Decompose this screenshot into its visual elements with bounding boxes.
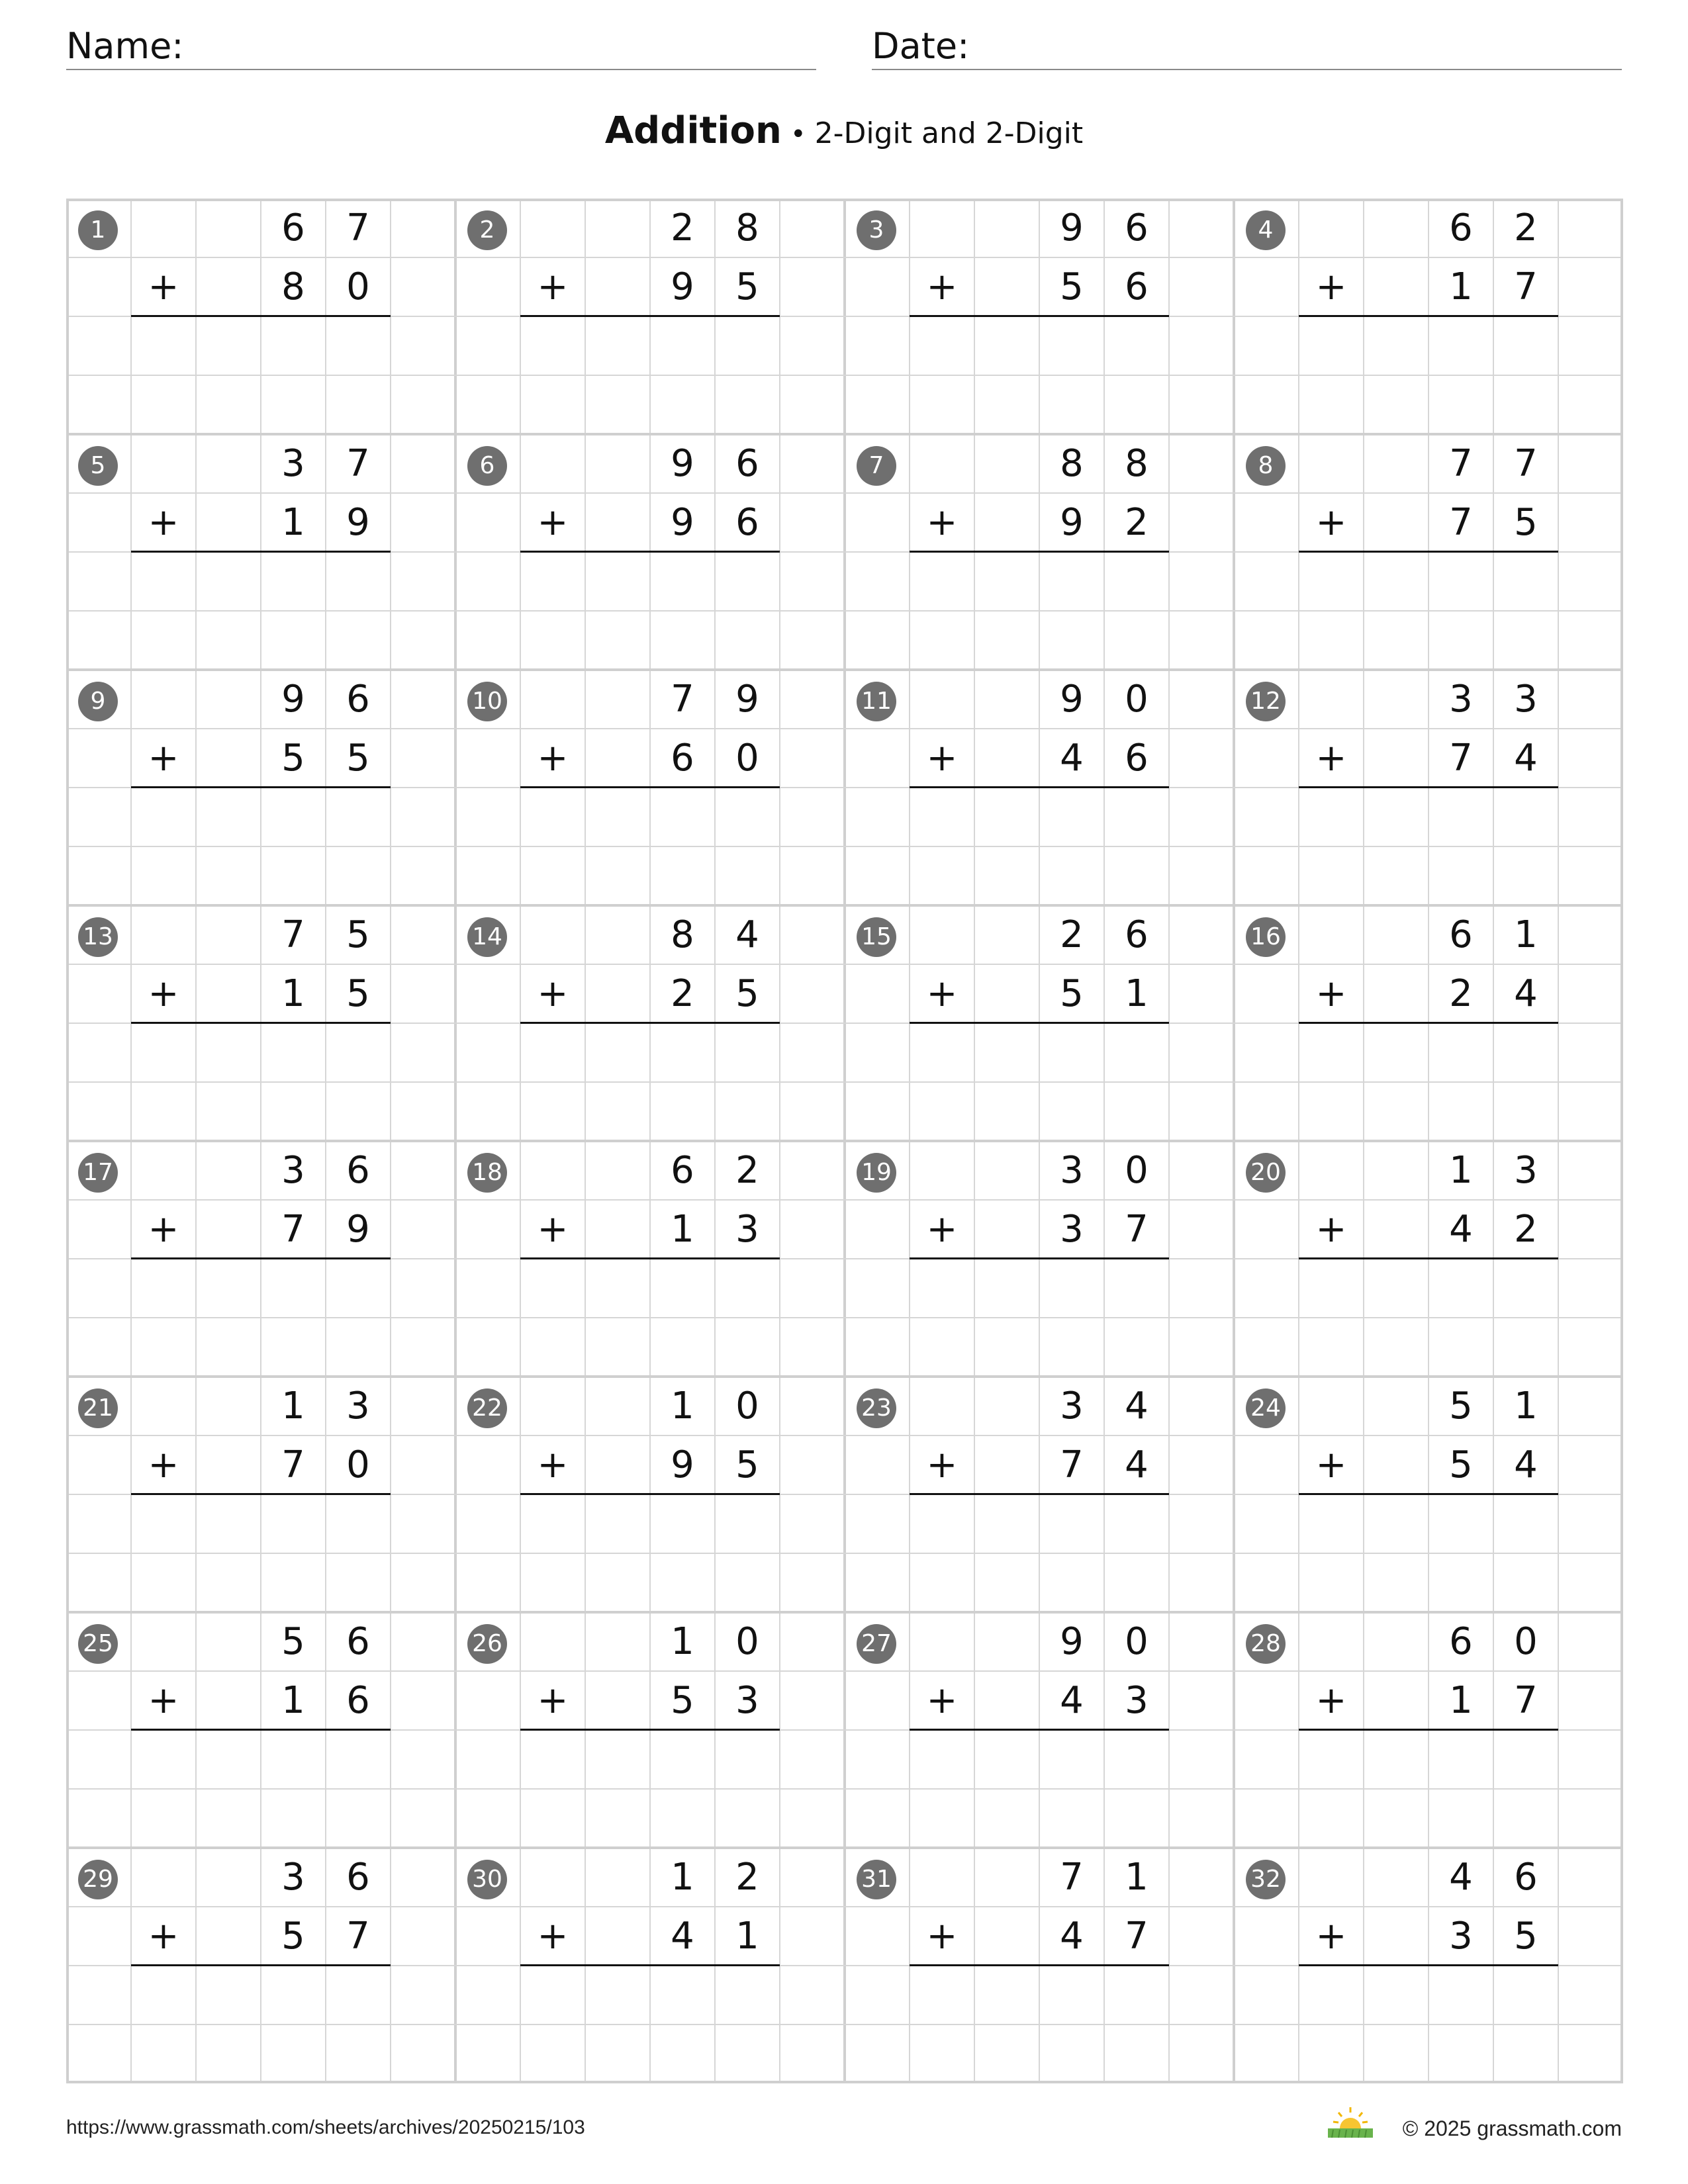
addend-top-tens-digit: 9	[1060, 206, 1084, 250]
answer-area[interactable]	[1299, 1023, 1558, 1141]
plus-sign: +	[1315, 1679, 1347, 1722]
addend-bottom-tens-digit: 7	[1449, 737, 1473, 780]
answer-area[interactable]	[910, 788, 1169, 905]
plus-sign: +	[148, 1915, 179, 1958]
addend-top-ones-digit: 6	[1514, 1856, 1538, 1899]
plus-sign: +	[537, 501, 569, 544]
addend-top-ones-digit: 6	[346, 1856, 370, 1899]
answer-area[interactable]	[910, 1023, 1169, 1141]
footer-url: https://www.grassmath.com/sheets/archives/20250215/103	[66, 2116, 585, 2138]
addend-bottom-tens-digit: 5	[281, 737, 305, 780]
addition-problem	[845, 434, 1234, 670]
addition-problem	[845, 1848, 1234, 2083]
addend-top-tens-digit: 9	[1060, 678, 1084, 721]
addend-top-ones-digit: 6	[346, 1149, 370, 1192]
addend-bottom-ones-digit: 5	[735, 1443, 759, 1486]
addend-bottom-ones-digit: 4	[1514, 737, 1538, 780]
plus-sign: +	[926, 1915, 958, 1958]
addend-bottom-tens-digit: 7	[1060, 1443, 1084, 1486]
addend-bottom-ones-digit: 7	[1125, 1915, 1149, 1958]
problem-number-badge: 31	[857, 1860, 896, 1899]
plus-sign: +	[1315, 972, 1347, 1015]
addend-top-ones-digit: 6	[1125, 913, 1149, 956]
addend-top-ones-digit: 0	[1514, 1620, 1538, 1663]
addition-problem	[845, 905, 1234, 1141]
plus-sign: +	[537, 1443, 569, 1486]
plus-sign: +	[537, 1679, 569, 1722]
problem-number-badge: 10	[467, 682, 507, 721]
plus-sign: +	[148, 1208, 179, 1251]
addend-top-ones-digit: 0	[1125, 1620, 1149, 1663]
problem-number-badge: 8	[1246, 446, 1286, 486]
addend-top-ones-digit: 2	[735, 1856, 759, 1899]
addend-bottom-tens-digit: 7	[1449, 501, 1473, 544]
addend-bottom-ones-digit: 5	[735, 265, 759, 308]
answer-area[interactable]	[520, 1023, 780, 1141]
answer-area[interactable]	[131, 1730, 391, 1848]
problem-number-badge: 1	[78, 210, 118, 250]
addend-top-ones-digit: 8	[1125, 442, 1149, 485]
plus-sign: +	[926, 737, 958, 780]
addend-bottom-ones-digit: 5	[346, 737, 370, 780]
addend-bottom-tens-digit: 5	[1060, 972, 1084, 1015]
problem-number-badge: 27	[857, 1624, 896, 1664]
plus-sign: +	[1315, 737, 1347, 780]
addend-top-ones-digit: 3	[346, 1385, 370, 1428]
addend-bottom-tens-digit: 4	[1449, 1208, 1473, 1251]
name-label: Name:	[66, 25, 184, 67]
answer-area[interactable]	[131, 1494, 391, 1612]
answer-area[interactable]	[131, 1966, 391, 2083]
addend-top-tens-digit: 1	[1449, 1149, 1473, 1192]
addend-bottom-tens-digit: 1	[1449, 265, 1473, 308]
addend-top-tens-digit: 4	[1449, 1856, 1473, 1899]
answer-area[interactable]	[1299, 1259, 1558, 1377]
answer-area[interactable]	[1299, 1730, 1558, 1848]
addend-bottom-ones-digit: 3	[1125, 1679, 1149, 1722]
addend-top-tens-digit: 2	[671, 206, 694, 250]
problem-number-badge: 7	[857, 446, 896, 486]
addition-problem	[66, 1848, 455, 2083]
answer-area[interactable]	[910, 316, 1169, 434]
addend-top-tens-digit: 5	[281, 1620, 305, 1663]
addend-top-tens-digit: 2	[1060, 913, 1084, 956]
addend-bottom-tens-digit: 4	[1060, 1679, 1084, 1722]
plus-sign: +	[537, 737, 569, 780]
problem-number-badge: 29	[78, 1860, 118, 1899]
addend-bottom-tens-digit: 3	[1060, 1208, 1084, 1251]
addend-bottom-tens-digit: 1	[1449, 1679, 1473, 1722]
addend-top-tens-digit: 1	[281, 1385, 305, 1428]
addition-problem	[455, 199, 845, 434]
answer-area[interactable]	[131, 552, 391, 670]
addition-problem	[1234, 1612, 1623, 1848]
addend-bottom-tens-digit: 1	[281, 972, 305, 1015]
addend-bottom-ones-digit: 0	[346, 1443, 370, 1486]
problem-number-badge: 9	[78, 682, 118, 721]
problem-number-badge: 21	[78, 1388, 118, 1428]
addend-bottom-ones-digit: 5	[346, 972, 370, 1015]
answer-area[interactable]	[131, 788, 391, 905]
addend-top-ones-digit: 2	[735, 1149, 759, 1192]
addend-top-ones-digit: 1	[1125, 1856, 1149, 1899]
addend-bottom-tens-digit: 4	[1060, 737, 1084, 780]
addend-bottom-ones-digit: 2	[1125, 501, 1149, 544]
addend-bottom-tens-digit: 4	[671, 1915, 694, 1958]
addition-problem	[455, 670, 845, 905]
addition-problem	[66, 434, 455, 670]
addend-top-ones-digit: 5	[346, 913, 370, 956]
addend-top-ones-digit: 3	[1514, 1149, 1538, 1192]
answer-area[interactable]	[520, 788, 780, 905]
problem-grid	[66, 199, 1623, 2083]
problem-number-badge: 17	[78, 1153, 118, 1193]
problem-number-badge: 26	[467, 1624, 507, 1664]
addend-top-tens-digit: 3	[1449, 678, 1473, 721]
plus-sign: +	[926, 972, 958, 1015]
addition-problem	[1234, 434, 1623, 670]
addend-bottom-tens-digit: 2	[1449, 972, 1473, 1015]
addend-bottom-ones-digit: 3	[735, 1208, 759, 1251]
addend-top-tens-digit: 9	[281, 678, 305, 721]
addend-bottom-tens-digit: 8	[281, 265, 305, 308]
plus-sign: +	[148, 1679, 179, 1722]
addend-top-ones-digit: 4	[1125, 1385, 1149, 1428]
plus-sign: +	[148, 1443, 179, 1486]
addend-bottom-tens-digit: 2	[671, 972, 694, 1015]
problem-number-badge: 13	[78, 917, 118, 957]
addend-top-tens-digit: 1	[671, 1856, 694, 1899]
problem-number-badge: 11	[857, 682, 896, 721]
addend-top-ones-digit: 6	[735, 442, 759, 485]
addend-top-ones-digit: 0	[1125, 1149, 1149, 1192]
addend-bottom-ones-digit: 6	[1125, 737, 1149, 780]
plus-sign: +	[537, 972, 569, 1015]
answer-area[interactable]	[520, 1494, 780, 1612]
problem-number-badge: 16	[1246, 917, 1286, 957]
addition-problem	[66, 1377, 455, 1612]
addend-top-tens-digit: 6	[281, 206, 305, 250]
problem-number-badge: 4	[1246, 210, 1286, 250]
answer-area[interactable]	[1299, 1494, 1558, 1612]
addend-top-tens-digit: 3	[281, 1856, 305, 1899]
addend-top-tens-digit: 3	[1060, 1385, 1084, 1428]
answer-area[interactable]	[520, 1259, 780, 1377]
addend-bottom-tens-digit: 5	[671, 1679, 694, 1722]
title-separator: •	[790, 119, 806, 150]
answer-area[interactable]	[131, 1259, 391, 1377]
addend-top-tens-digit: 3	[1060, 1149, 1084, 1192]
addend-top-ones-digit: 6	[346, 678, 370, 721]
answer-area[interactable]	[910, 1966, 1169, 2083]
date-field[interactable]	[872, 26, 1622, 70]
addition-problem	[455, 1848, 845, 2083]
addend-bottom-ones-digit: 7	[1514, 265, 1538, 308]
addend-top-tens-digit: 1	[671, 1620, 694, 1663]
addend-bottom-ones-digit: 9	[346, 1208, 370, 1251]
addend-bottom-tens-digit: 5	[1449, 1443, 1473, 1486]
plus-sign: +	[1315, 1915, 1347, 1958]
addend-top-ones-digit: 1	[1514, 1385, 1538, 1428]
plus-sign: +	[1315, 1208, 1347, 1251]
addition-problem	[845, 199, 1234, 434]
addend-bottom-ones-digit: 9	[346, 501, 370, 544]
addition-problem	[845, 1612, 1234, 1848]
addition-problem	[66, 670, 455, 905]
addend-top-tens-digit: 7	[671, 678, 694, 721]
sun-over-grass-icon	[1324, 2106, 1377, 2139]
answer-area[interactable]	[520, 1730, 780, 1848]
addend-bottom-ones-digit: 1	[1125, 972, 1149, 1015]
addend-bottom-ones-digit: 0	[346, 265, 370, 308]
addition-problem	[455, 1612, 845, 1848]
addition-problem	[1234, 1141, 1623, 1377]
addend-top-ones-digit: 7	[346, 442, 370, 485]
addend-top-ones-digit: 7	[1514, 442, 1538, 485]
addend-bottom-ones-digit: 2	[1514, 1208, 1538, 1251]
plus-sign: +	[926, 1208, 958, 1251]
plus-sign: +	[926, 1679, 958, 1722]
addend-top-tens-digit: 3	[281, 1149, 305, 1192]
addition-problem	[1234, 1377, 1623, 1612]
addend-top-ones-digit: 0	[735, 1385, 759, 1428]
addend-bottom-tens-digit: 5	[1060, 265, 1084, 308]
addend-bottom-tens-digit: 9	[671, 265, 694, 308]
addition-problem	[1234, 670, 1623, 905]
addition-problem	[66, 905, 455, 1141]
problem-number-badge: 15	[857, 917, 896, 957]
title-main: Addition	[604, 109, 782, 152]
plus-sign: +	[148, 972, 179, 1015]
addend-bottom-ones-digit: 1	[735, 1915, 759, 1958]
plus-sign: +	[926, 501, 958, 544]
date-label: Date:	[872, 25, 970, 67]
addend-top-tens-digit: 6	[1449, 1620, 1473, 1663]
problem-number-badge: 2	[467, 210, 507, 250]
addend-top-tens-digit: 8	[1060, 442, 1084, 485]
addend-bottom-ones-digit: 5	[1514, 501, 1538, 544]
problem-number-badge: 14	[467, 917, 507, 957]
plus-sign: +	[1315, 1443, 1347, 1486]
addend-top-ones-digit: 6	[1125, 206, 1149, 250]
addend-bottom-tens-digit: 6	[671, 737, 694, 780]
addend-bottom-ones-digit: 4	[1514, 972, 1538, 1015]
addend-bottom-tens-digit: 9	[671, 1443, 694, 1486]
addend-top-tens-digit: 8	[671, 913, 694, 956]
addend-top-ones-digit: 1	[1514, 913, 1538, 956]
addition-problem	[845, 1141, 1234, 1377]
problem-number-badge: 20	[1246, 1153, 1286, 1193]
addend-top-ones-digit: 8	[735, 206, 759, 250]
answer-area[interactable]	[1299, 1966, 1558, 2083]
answer-area[interactable]	[520, 316, 780, 434]
addend-bottom-tens-digit: 5	[281, 1915, 305, 1958]
answer-area[interactable]	[131, 1023, 391, 1141]
plus-sign: +	[148, 265, 179, 308]
plus-sign: +	[148, 501, 179, 544]
answer-area[interactable]	[520, 552, 780, 670]
addend-top-tens-digit: 6	[1449, 913, 1473, 956]
addition-problem	[455, 1377, 845, 1612]
addition-problem	[1234, 905, 1623, 1141]
problem-number-badge: 23	[857, 1388, 896, 1428]
addend-top-tens-digit: 5	[1449, 1385, 1473, 1428]
addend-top-tens-digit: 3	[281, 442, 305, 485]
answer-area[interactable]	[910, 1494, 1169, 1612]
plus-sign: +	[537, 1208, 569, 1251]
addend-top-ones-digit: 9	[735, 678, 759, 721]
addition-problem	[66, 1141, 455, 1377]
answer-area[interactable]	[910, 1259, 1169, 1377]
problem-number-badge: 12	[1246, 682, 1286, 721]
title-subtitle: 2-Digit and 2-Digit	[814, 116, 1084, 150]
plus-sign: +	[926, 1443, 958, 1486]
problem-number-badge: 22	[467, 1388, 507, 1428]
addend-bottom-tens-digit: 7	[281, 1208, 305, 1251]
answer-area[interactable]	[1299, 552, 1558, 670]
addend-top-tens-digit: 7	[281, 913, 305, 956]
addend-bottom-tens-digit: 9	[1060, 501, 1084, 544]
problem-number-badge: 28	[1246, 1624, 1286, 1664]
addend-top-tens-digit: 9	[1060, 1620, 1084, 1663]
addend-bottom-tens-digit: 1	[671, 1208, 694, 1251]
addend-top-ones-digit: 0	[735, 1620, 759, 1663]
addend-top-ones-digit: 6	[346, 1620, 370, 1663]
name-field[interactable]	[66, 26, 816, 70]
addend-bottom-tens-digit: 9	[671, 501, 694, 544]
answer-area[interactable]	[131, 316, 391, 434]
addition-problem	[455, 434, 845, 670]
addend-bottom-tens-digit: 7	[281, 1443, 305, 1486]
addition-problem	[845, 1377, 1234, 1612]
plus-sign: +	[1315, 265, 1347, 308]
answer-area[interactable]	[520, 1966, 780, 2083]
problem-number-badge: 25	[78, 1624, 118, 1664]
problem-number-badge: 6	[467, 446, 507, 486]
addend-top-tens-digit: 6	[1449, 206, 1473, 250]
plus-sign: +	[926, 265, 958, 308]
answer-area[interactable]	[910, 552, 1169, 670]
footer-copyright: © 2025 grassmath.com	[1402, 2116, 1622, 2140]
addend-top-tens-digit: 6	[671, 1149, 694, 1192]
addend-top-ones-digit: 4	[735, 913, 759, 956]
addend-bottom-ones-digit: 7	[1514, 1679, 1538, 1722]
plus-sign: +	[537, 265, 569, 308]
plus-sign: +	[148, 737, 179, 780]
addend-bottom-ones-digit: 6	[346, 1679, 370, 1722]
addend-bottom-ones-digit: 0	[735, 737, 759, 780]
problem-number-badge: 3	[857, 210, 896, 250]
addend-bottom-ones-digit: 7	[1125, 1208, 1149, 1251]
plus-sign: +	[1315, 501, 1347, 544]
worksheet-title	[0, 105, 1688, 166]
addition-problem	[455, 1141, 845, 1377]
addend-bottom-tens-digit: 1	[281, 501, 305, 544]
addition-problem	[845, 670, 1234, 905]
addend-bottom-ones-digit: 3	[735, 1679, 759, 1722]
addition-problem	[455, 905, 845, 1141]
addend-bottom-ones-digit: 4	[1514, 1443, 1538, 1486]
addend-top-tens-digit: 7	[1060, 1856, 1084, 1899]
addend-top-tens-digit: 1	[671, 1385, 694, 1428]
addend-bottom-ones-digit: 7	[346, 1915, 370, 1958]
plus-sign: +	[537, 1915, 569, 1958]
problem-number-badge: 24	[1246, 1388, 1286, 1428]
addend-bottom-tens-digit: 4	[1060, 1915, 1084, 1958]
problem-number-badge: 18	[467, 1153, 507, 1193]
addend-bottom-tens-digit: 1	[281, 1679, 305, 1722]
problem-number-badge: 19	[857, 1153, 896, 1193]
answer-area[interactable]	[910, 1730, 1169, 1848]
answer-area[interactable]	[1299, 788, 1558, 905]
addend-bottom-ones-digit: 5	[735, 972, 759, 1015]
addend-top-tens-digit: 7	[1449, 442, 1473, 485]
addition-problem	[66, 199, 455, 434]
addend-bottom-ones-digit: 6	[735, 501, 759, 544]
problem-number-badge: 30	[467, 1860, 507, 1899]
addend-bottom-ones-digit: 5	[1514, 1915, 1538, 1958]
addend-top-ones-digit: 7	[346, 206, 370, 250]
addend-bottom-tens-digit: 3	[1449, 1915, 1473, 1958]
problem-number-badge: 5	[78, 446, 118, 486]
addend-bottom-ones-digit: 4	[1125, 1443, 1149, 1486]
addition-problem	[66, 1612, 455, 1848]
addend-top-ones-digit: 2	[1514, 206, 1538, 250]
answer-area[interactable]	[1299, 316, 1558, 434]
problem-number-badge: 32	[1246, 1860, 1286, 1899]
addition-problem	[1234, 1848, 1623, 2083]
addend-bottom-ones-digit: 6	[1125, 265, 1149, 308]
addend-top-ones-digit: 0	[1125, 678, 1149, 721]
addition-problem	[1234, 199, 1623, 434]
addend-top-tens-digit: 9	[671, 442, 694, 485]
addend-top-ones-digit: 3	[1514, 678, 1538, 721]
